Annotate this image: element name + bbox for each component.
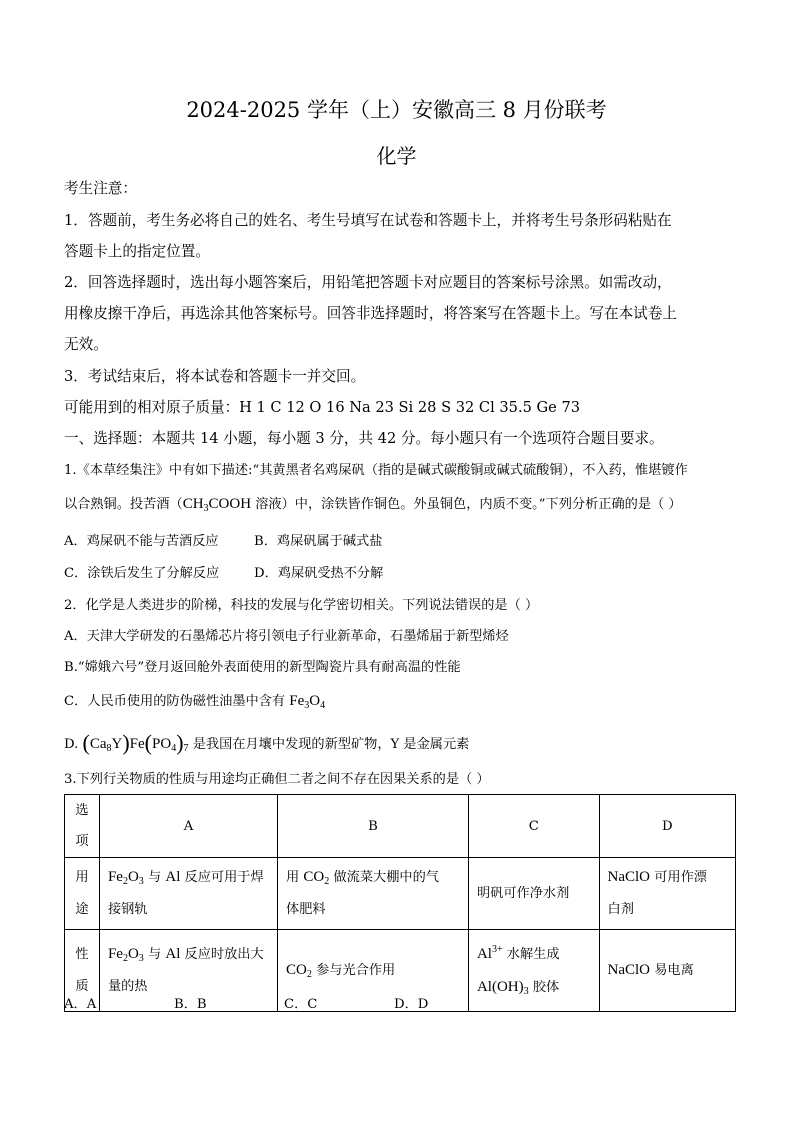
table-header-b: B <box>278 795 469 858</box>
notice-item-2-line-1: 2．回答选择题时，选出每小题答案后，用铅笔把答题卡对应题目的答案标号涂黑。如需改动， <box>64 274 672 291</box>
exam-title: 2024-2025 学年（上）安徽高三 8 月份联考 <box>186 98 607 122</box>
q2-option-c[interactable]: C．人民币使用的防伪磁性油墨中含有 $Fe_3O_4$ <box>64 693 326 711</box>
table-header-c: C <box>468 795 599 858</box>
cell-prop-a: $Fe_2O_3$ 与 Al 反应时放出大 量的热 <box>99 930 277 1012</box>
notice-item-1-line-2: 答题卡上的指定位置。 <box>64 243 210 260</box>
q2-option-d[interactable]: D. $(Ca_8Y)Fe(PO_4)_7$ 是我国在月壤中发现的新型矿物，Y 是金属元素 <box>64 730 470 755</box>
cell-use-a: $Fe_2O_3$ 与 Al 反应可用于焊 接钢轨 <box>99 858 277 930</box>
q3-option-c[interactable]: C．C <box>284 997 318 1012</box>
q1-text: 以合熟铜。投苦酒（ <box>64 497 183 512</box>
q1-options-row-1 <box>64 530 744 549</box>
q3-option-a[interactable]: A．A <box>64 997 97 1012</box>
notice-item-2-line-3: 无效。 <box>64 336 108 353</box>
q3-options <box>64 993 744 1012</box>
table-header-label: 选项 <box>65 795 100 858</box>
q1-options-row-2 <box>64 562 744 581</box>
exam-subject: 化学 <box>376 144 417 168</box>
q1-stem-line-1: 1.《本草经集注》中有如下描述:“其黄黑者名鸡屎矾（指的是碱式碳酸铜或碱式硫酸铜），不入药，惟堪镀作 <box>64 463 688 478</box>
table-header-a: A <box>99 795 277 858</box>
q3-option-d[interactable]: D．D <box>394 997 429 1012</box>
row-label-property: 性质 <box>65 930 100 1012</box>
q3-table <box>64 794 736 1012</box>
q1-text-end: 溶液）中，涂铁皆作铜色。外虽铜色，内质不变。”下列分析正确的是（ ） <box>251 497 682 512</box>
q1-option-b[interactable]: B．鸡屎矾属于碱式盐 <box>254 534 383 549</box>
cell-prop-b: $CO_2$ 参与光合作用 <box>278 930 469 1012</box>
table-row-header <box>65 795 736 858</box>
row-label-use: 用途 <box>65 858 100 930</box>
cell-prop-d: NaClO 易电离 <box>599 930 735 1012</box>
notice-item-3: 3．考试结束后，将本试卷和答题卡一并交回。 <box>64 368 366 385</box>
q1-option-c[interactable]: C．涂铁后发生了分解反应 <box>64 566 220 581</box>
q1-formula-acetic-acid: $CH_3COOH$ <box>182 496 252 514</box>
q3-option-b[interactable]: B．B <box>174 997 207 1012</box>
notice-item-1-line-1: 1．答题前，考生务必将自己的姓名、考生号填写在试卷和答题卡上，并将考生号条形码粘贴在 <box>64 212 672 229</box>
q2-formula-fe3o4: $Fe_3O_4$ <box>289 693 326 711</box>
table-header-d: D <box>599 795 735 858</box>
cell-use-d: NaClO 可用作漂 白剂 <box>599 858 735 930</box>
atomic-masses: 可能用到的相对原子质量：H 1 C 12 O 16 Na 23 Si 28 S 32 Cl 35.5 Ge 73 <box>64 399 581 416</box>
notice-item-2-line-2: 用橡皮擦干净后，再选涂其他答案标号。回答非选择题时，将答案写在答题卡上。写在本试卷上 <box>64 305 677 322</box>
notice-heading: 考生注意： <box>64 180 137 197</box>
q1-option-d[interactable]: D．鸡屎矾受热不分解 <box>254 566 384 581</box>
table-row-use <box>65 858 736 930</box>
q2-stem: 2．化学是人类进步的阶梯，科技的发展与化学密切相关。下列说法错误的是（ ） <box>64 598 539 613</box>
cell-use-b: 用 $CO_2$ 做流菜大棚中的气 体肥料 <box>278 858 469 930</box>
q2-option-b[interactable]: B.“嫦娥六号”登月返回舱外表面使用的新型陶瓷片具有耐高温的性能 <box>64 660 461 675</box>
q1-stem-line-2 <box>64 493 744 513</box>
q2-formula-mineral: $(Ca_8Y)Fe(PO_4)_7$ <box>82 730 189 755</box>
section-1-heading: 一、选择题：本题共 14 小题，每小题 3 分，共 42 分。每小题只有一个选项符合题目要求。 <box>64 430 664 447</box>
q3-stem: 3.下列行关物质的性质与用途均正确但二者之间不存在因果关系的是（ ） <box>64 772 490 787</box>
q2-option-a[interactable]: A．天津大学研发的石墨烯芯片将引领电子行业新革命，石墨烯届于新型烯烃 <box>64 629 509 644</box>
q1-option-a[interactable]: A．鸡屎矾不能与苦酒反应 <box>64 534 219 549</box>
cell-prop-c: $Al^{3+}$ 水解生成 $Al(OH)_3$ 胶体 <box>468 930 599 1012</box>
cell-use-c: 明矾可作净水剂 <box>468 858 599 930</box>
